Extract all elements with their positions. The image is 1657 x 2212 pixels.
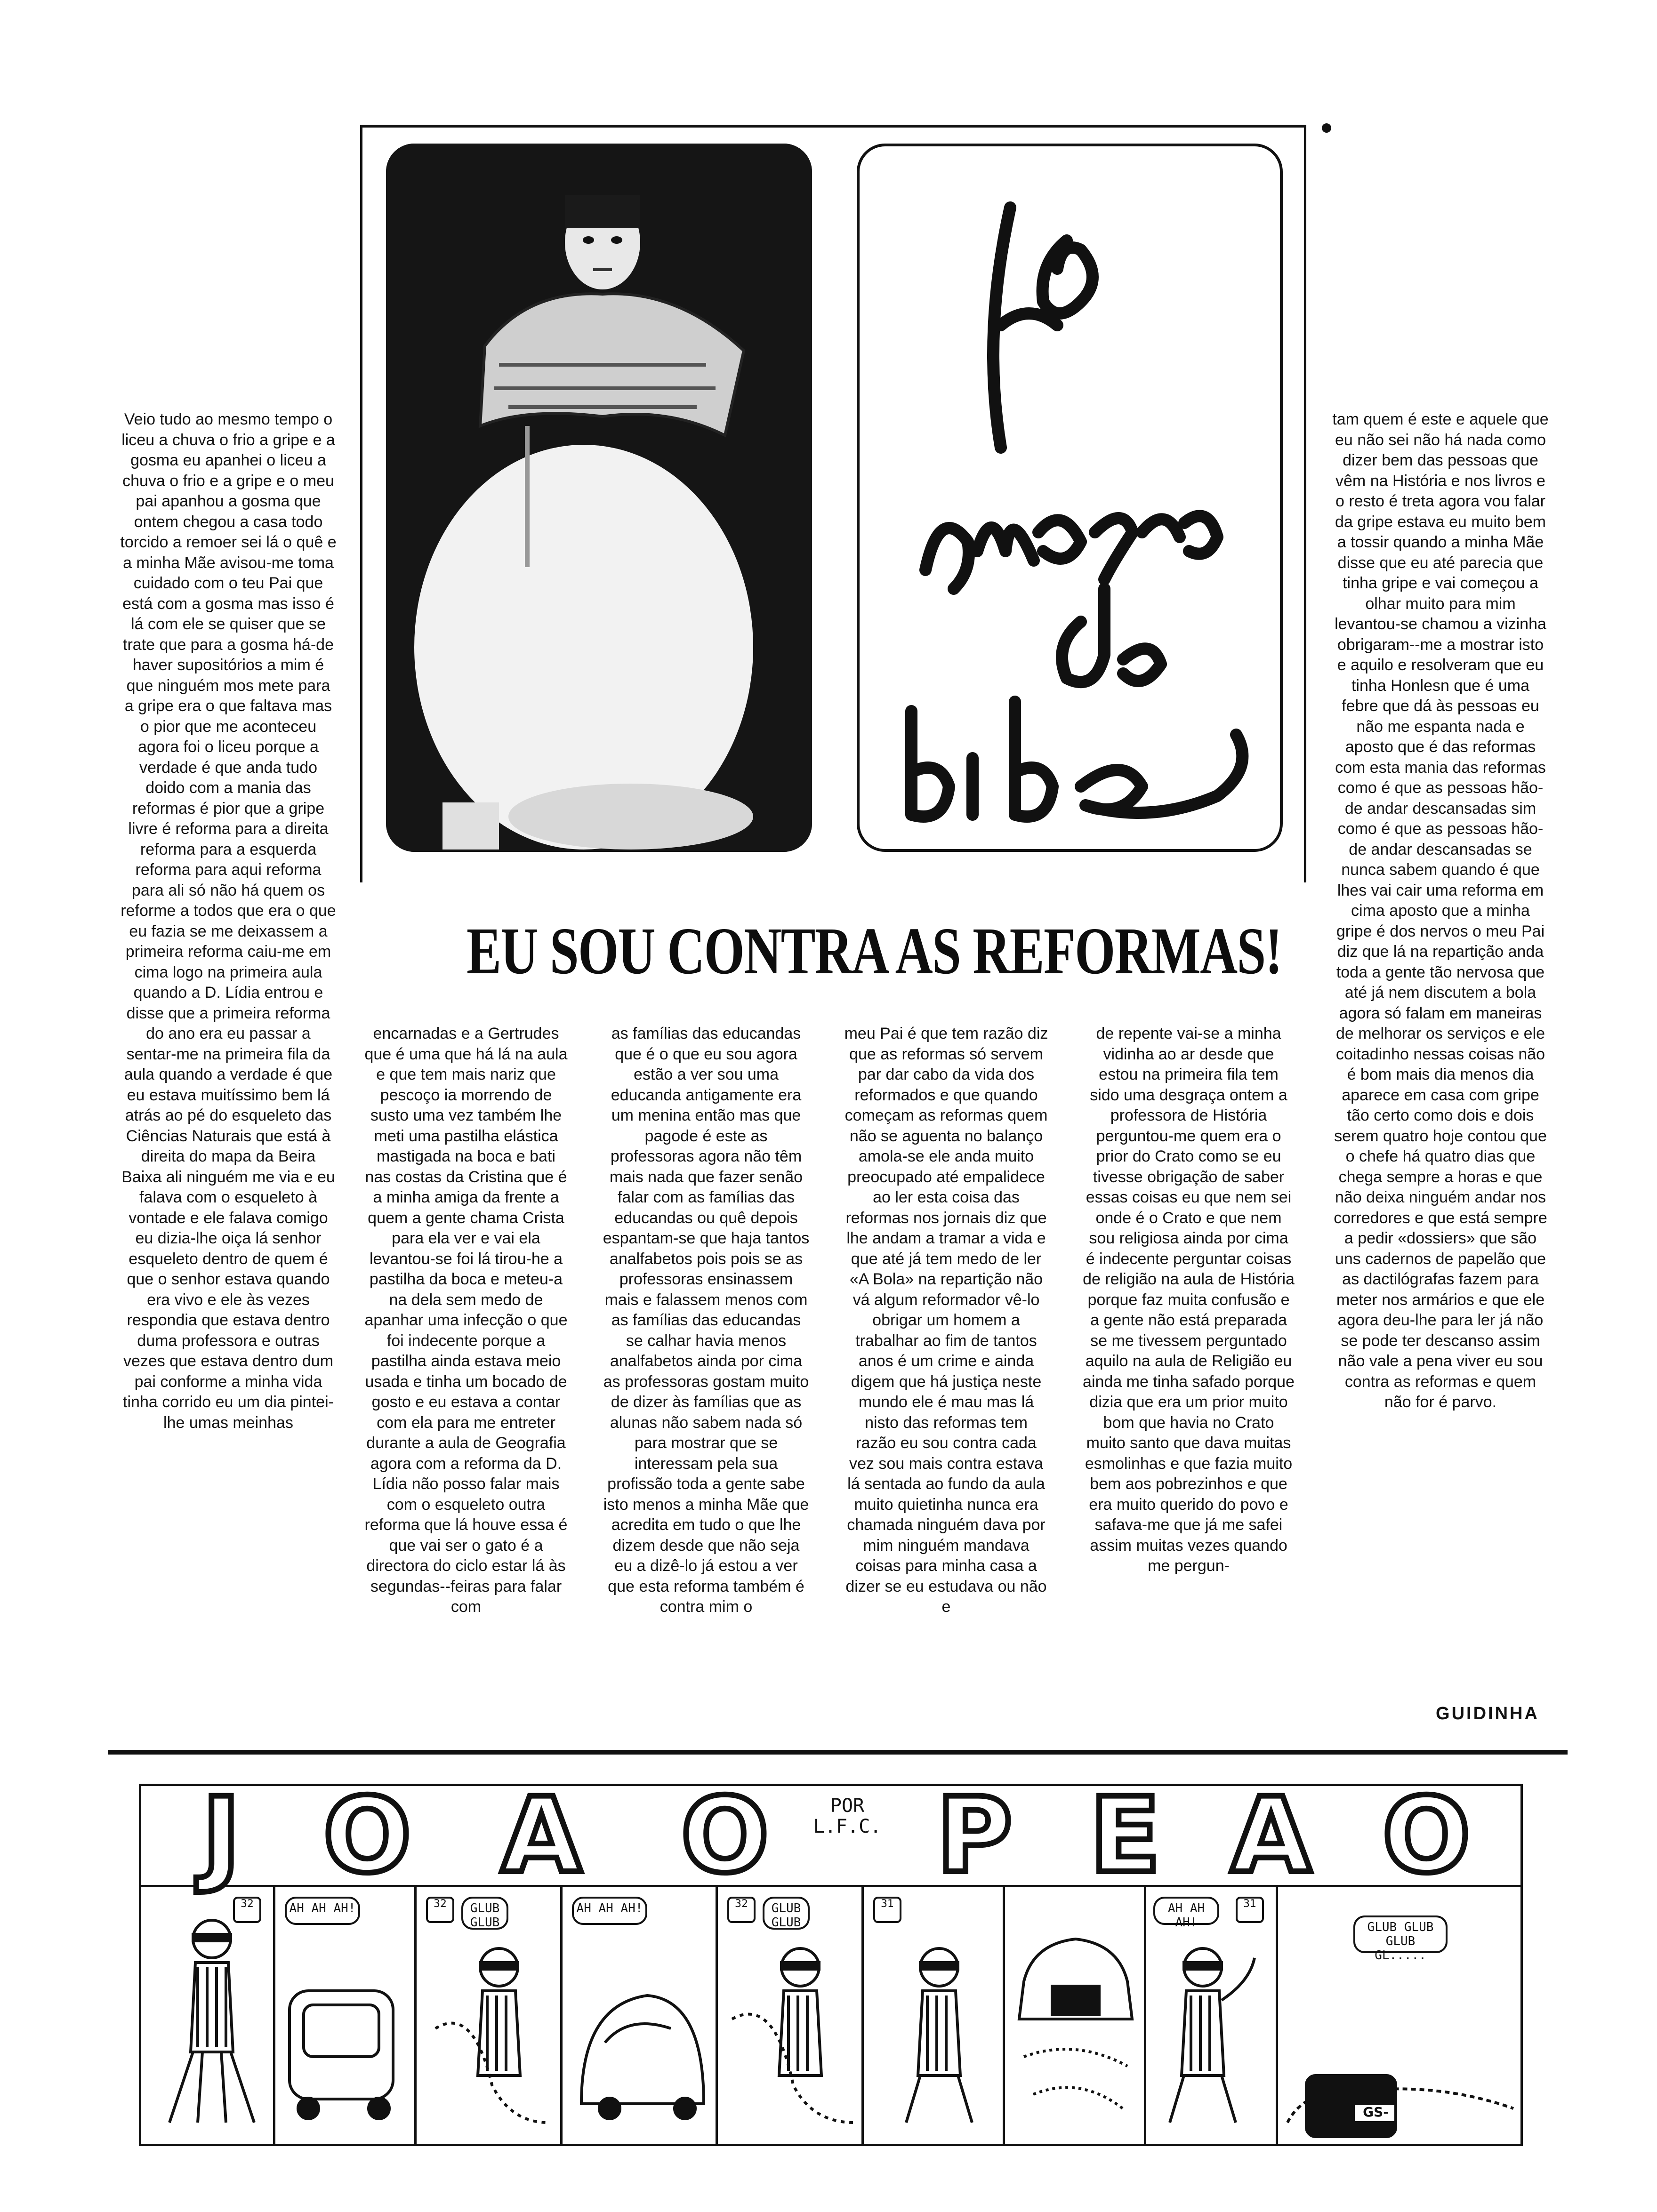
comic-strip [139,1775,1523,2146]
comic-title [141,1775,1520,1896]
author-signature: GUIDINHA [1436,1704,1539,1723]
column-text: de repente vai-se a minha vidinha ao ar desde que estou na primeira fila tem sido uma desgraça ontem a professora de História perguntou-me quem era o prior do Crato como se eu tivesse obrigação de saber essas coisas eu que nem sei onde é o Crato e que nem sou religiosa ainda por cima é indecente perguntar coisas de religião na aula de História porque faz muita confusão e a gente não está preparada se me tivessem perguntado aquilo na aula de Religião eu ainda me tinha safado porque dizia que era um prior muito bom que havia no Crato muito santo que dava muitas esmolinhas e que fazia muito bem aos pobrezinhos e que era muito querido do povo e safava-me que já me safei assim muitas vezes quando me pergun- [1083,1025,1295,1575]
article-column-6 [1332,409,1549,1690]
cartoon-figure [1146,1887,1278,2144]
comic-title-letter: A [1231,1775,1311,1896]
counter-badge: 32 [426,1897,454,1923]
speech-bubble: GLUB GLUB [763,1897,810,1930]
column-text: as famílias das educandas que é o que eu sou agora estão a ver sou uma educanda antigamente era um menina então mas que pagode é este as professoras agora não têm mais nada que fazer senão falar com as famílias das educandas ou quê depois espantam-se que haja tantos analfabetos pois pois se as professoras ensinassem mais e falassem menos com as famílias das educandas se calhar havia menos analfabetos ainda por cima as professoras gostam muito de dizer às famílias que as alunas não sabem nada só para mostrar que se interessam pela sua profissão toda a gente sabe isto menos a minha Mãe que acredita em tudo o que lhe dizem desde que não seja eu a dizê-lo já estou a ver que esta reforma também é contra mim o [603,1025,810,1616]
column-text: meu Pai é que tem razão diz que as reformas só servem par dar cabo da vida dos reformados e que quando começam as reformas quem não se aguenta no balanço amola-se ele anda muito preocupado até empalidece ao ler esta coisa das reformas nos jornais diz que lhe andam a tramar a vida e que até já tem medo de ler «A Bola» na repartição não vá algum reformador vê-lo obrigar um homem a trabalhar ao fim de tantos anos é um crime e ainda digem que há justiça neste mundo ele é mau mas lá nisto das reformas tem razão eu sou contra cada vez sou mais contra estava lá sentada ao fundo da aula muito quietinha nunca era chamada ninguém dava por mim ninguém mandava coisas para minha casa a dizer se eu estudava ou não e [844,1025,1048,1616]
comic-panel-7 [1003,1887,1144,2144]
comic-title-letter: O [681,1775,769,1896]
cartoon-figure [864,1887,1005,2144]
comic-title-letter: A [501,1775,582,1896]
comic-panel-1 [141,1887,273,2144]
corner-dot [1322,123,1331,133]
car-illustration [1005,1887,1146,2144]
speech-bubble: AH AH AH! [572,1897,647,1925]
comic-credit: POR L.F.C. [813,1795,882,1837]
article-column-5 [1083,1024,1295,1730]
comic-title-letter: O [323,1775,411,1896]
speech-bubble: AH AH AH! [1153,1897,1219,1925]
portrait-illustration [386,144,812,852]
speech-bubble: GLUB GLUB [461,1897,508,1930]
car-illustration [563,1887,718,2144]
comic-title-letter: E [1089,1775,1161,1896]
cartoon-figure [141,1887,273,2144]
comic-panel-9 [1276,1887,1520,2144]
comic-panel-2 [273,1887,414,2144]
article-column-3 [603,1024,810,1730]
license-plate: GS- [1363,2104,1389,2120]
counter-badge: 32 [727,1897,756,1923]
article-column-1 [120,409,337,1727]
section-divider [108,1750,1568,1755]
comic-title-letter: O [1382,1775,1471,1896]
column-text: tam quem é este e aquele que eu não sei não há nada como dizer bem das pessoas que vêm na História e nos livros e o resto é treta agora vou falar da gripe estava eu muito bem a tossir quando a minha Mãe disse que eu até parecia que tinha gripe e vai começou a olhar muito para mim levantou-se chamou a vizinha obrigaram--me a mostrar isto e aquilo e resolveram que eu tinha Honlesn que é uma febre que dá às pessoas eu não me espanta nada e aposto que é das reformas com esta mania das reformas como é que as pessoas hão-de andar descansadas sim como é que as pessoas hão-de andar descansadas se nunca sabem quando é que lhes vai cair uma reforma em cima aposto que a minha gripe é dos nervos o meu Pai diz que lá na repartição anda toda a gente tão nervosa que até já nem discutem a bola agora só falam em maneiras de melhorar os serviços e ele coitadinho nessas coisas não é bom mais dia menos dia aparece em casa com gripe tão certo como dois e dois serem quatro hoje contou que o chefe há quatro dias que chega sempre a horas e que não deixa ninguém andar nos corredores e que está sempre a pedir «dossiers» que são uns cadernos de papelão que as dactilógrafas fazem para meter nos armários e que ele agora deu-lhe para ler já não se pode ter descanso assim não vale a pena viver eu sou contra as reformas e quem não for é parvo. [1332,410,1549,1411]
comic-panel-6 [861,1887,1003,2144]
comic-panel-5 [716,1887,861,2144]
counter-badge: 32 [233,1897,261,1923]
comic-title-letter: J [202,1775,241,1896]
article-column-2 [362,1024,570,1730]
car-illustration [275,1887,417,2144]
speech-bubble: GLUB GLUB GLUB GL..... [1353,1915,1448,1953]
comic-title-letter: P [936,1775,1013,1896]
comic-panel-3 [414,1887,560,2144]
article-column-4 [843,1024,1050,1730]
column-text: encarnadas e a Gertrudes que é uma que há lá na aula e que tem mais nariz que pescoço ia morrendo de susto uma vez também lhe meti uma pastilha elástica mastigada na boca e bati nas costas da Cristina que é a minha amiga da frente a quem a gente chama Crista para ela ver e vai ela levantou-se foi lá tirou-he a pastilha da boca e meteu-a na dela sem medo de apanhar uma infecção o que foi indecente porque a pastilha ainda estava meio usada e tinha um bocado de gosto e eu estava a contar com ela para me entreter durante a aula de Geografia agora com a reforma da D. Lídia não posso falar mais com o esqueleto outra reforma que lá houve essa é que vai ser o gato é a directora do ciclo estar lá às segundas--feiras para falar com [364,1025,568,1616]
artwork-title-box [857,144,1283,852]
page-title: EU SOU CONTRA AS REFORMAS! [467,914,1282,988]
comic-panel-4 [560,1887,716,2144]
portrait-photo [386,144,812,852]
counter-badge: 31 [873,1897,901,1923]
column-text: Veio tudo ao mesmo tempo o liceu a chuva o frio a gripe e a gosma eu apanhei o liceu a chuva o frio e a gripe e o meu pai apanhou a gosma que ontem chegou a casa todo torcido a remoer sei lá o quê e a minha Mãe avisou-me toma cuidado com o teu Pai que está com a gosma mas isso é lá com ele se quiser que se trate que para a gosma há-de haver supositórios a mim é que ninguém mos mete para a gripe era o que faltava mas o pior que me aconteceu agora foi o liceu porque a verdade é que anda tudo doido com a mania das reformas é pior que a gripe livre é reforma para a direita reforma para a esquerda reforma para aqui reforma para ali só não há quem os reforme a todos que era o que eu fazia se me deixassem a primeira reforma caiu-me em cima logo na primeira aula quando a D. Lídia entrou e disse que a primeira reforma do ano era eu passar a sentar-me na primeira fila da aula quando a verdade é que eu estava muitíssimo bem lá atrás ao pé do esqueleto das Ciências Naturais que está à direita do mapa da Beira Baixa ali ninguém me via e eu falava com o esqueleto à vontade e ele falava comigo eu dizia-lhe oiça lá senhor esqueleto dentro de quem é que o senhor estava quando era vivo e ele às vezes respondia que estava dentro duma professora e outras vezes que estava dentro dum pai conforme a minha vida tinha corrido eu um dia pintei-lhe umas meinhas [120,410,337,1432]
speech-bubble: AH AH AH! [285,1897,360,1925]
handwritten-title [860,146,1280,849]
comic-panel-8 [1144,1887,1276,2144]
counter-badge: 31 [1236,1897,1264,1923]
